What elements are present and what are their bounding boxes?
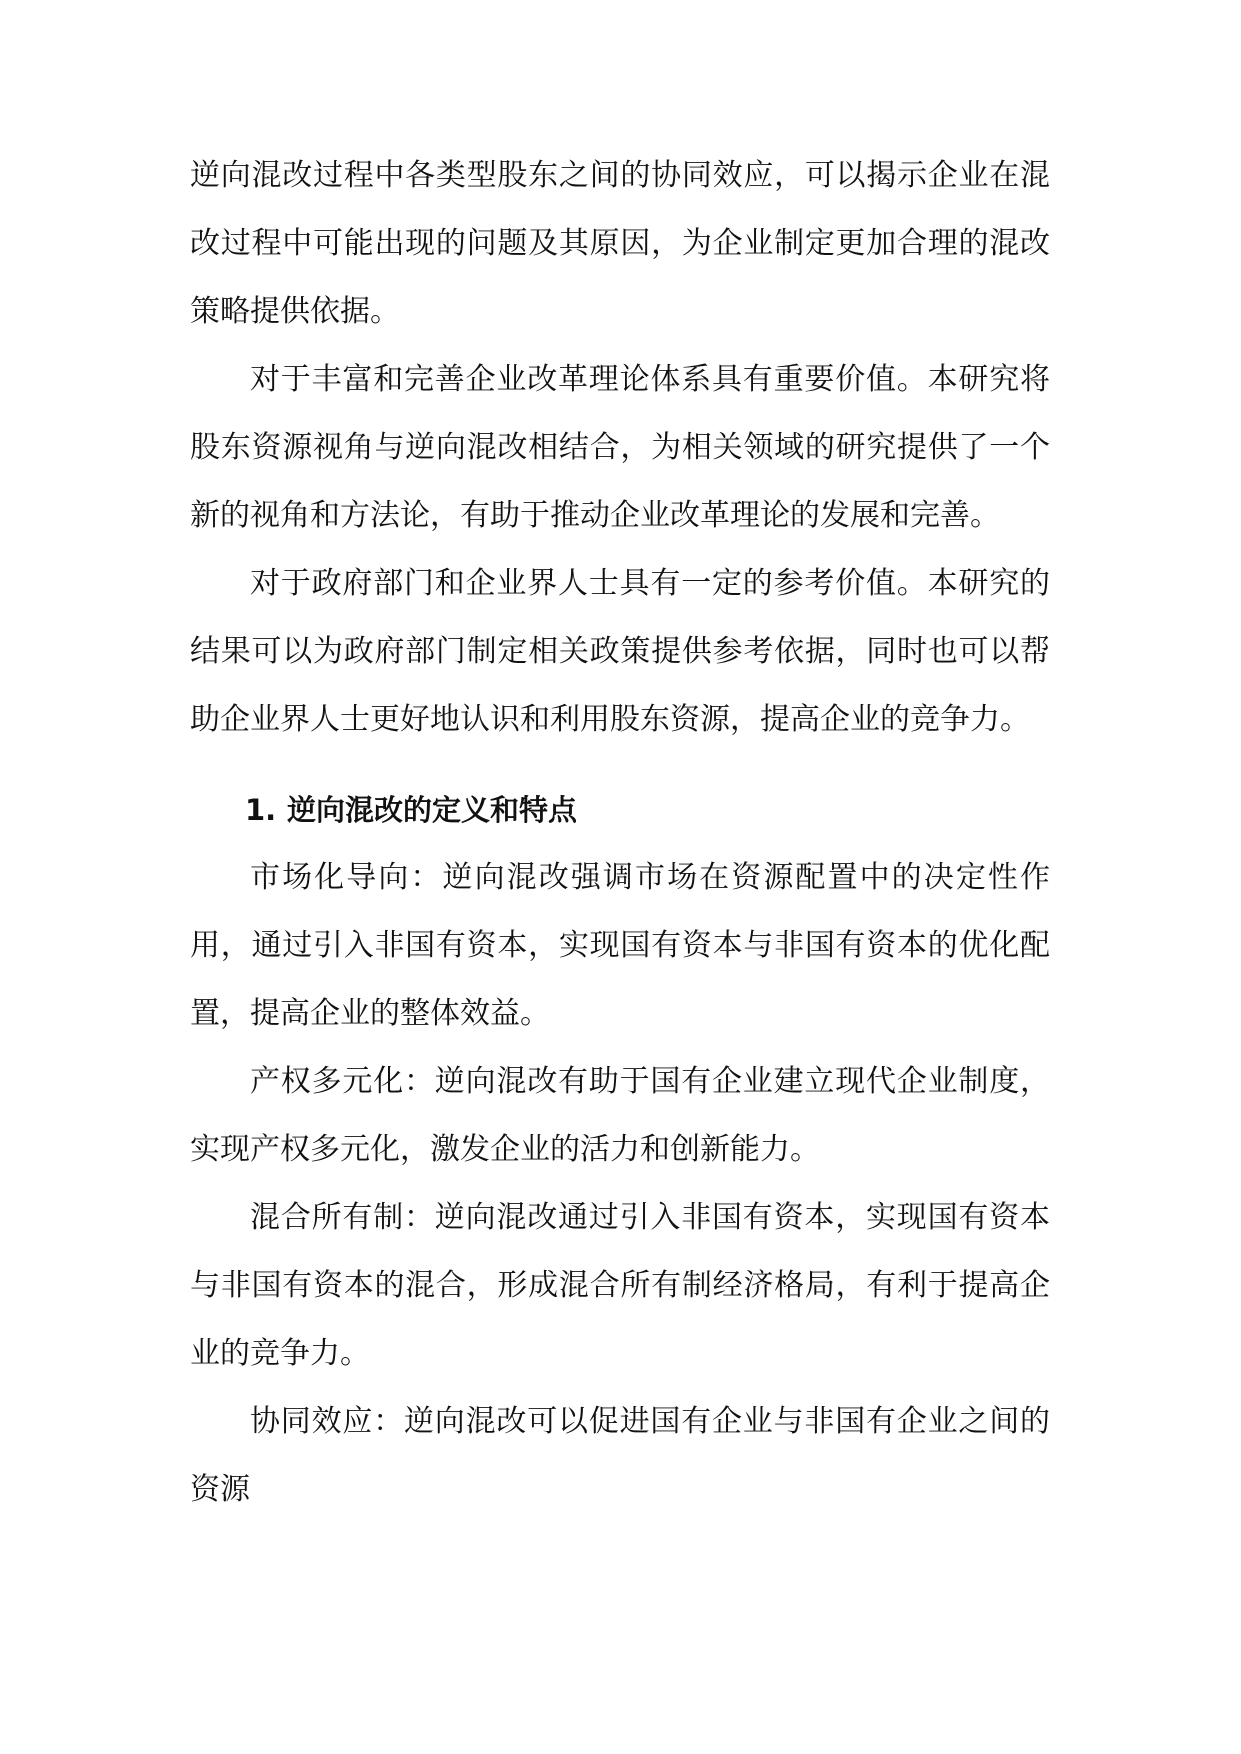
section-number: 1. [245, 793, 277, 827]
document-body [190, 142, 1050, 1524]
paragraph-synergy: 协同效应：逆向混改可以促进国有企业与非国有企业之间的资源 [190, 1404, 1050, 1507]
paragraph-theory-value: 对于丰富和完善企业改革理论体系具有重要价值。本研究将股东资源视角与逆向混改相结合，为相关领域的研究提供了一个新的视角和方法论，有助于推动企业改革理论的发展和完善。 [190, 362, 1050, 533]
paragraph-market-orientation: 市场化导向：逆向混改强调市场在资源配置中的决定性作用，通过引入非国有资本，实现国有资本与非国有资本的优化配置，提高企业的整体效益。 [190, 860, 1050, 1031]
section-heading [190, 776, 1050, 844]
section-title: 逆向混改的定义和特点 [287, 793, 578, 827]
paragraph-reference-value: 对于政府部门和企业界人士具有一定的参考价值。本研究的结果可以为政府部门制定相关政策提供参考依据，同时也可以帮助企业界人士更好地认识和利用股东资源，提高企业的竞争力。 [190, 566, 1050, 737]
paragraph-continued: 逆向混改过程中各类型股东之间的协同效应，可以揭示企业在混改过程中可能出现的问题及其原因，为企业制定更加合理的混改策略提供依据。 [190, 158, 1050, 329]
paragraph-property-diversification: 产权多元化：逆向混改有助于国有企业建立现代企业制度，实现产权多元化，激发企业的活力和创新能力。 [190, 1064, 1050, 1167]
paragraph-mixed-ownership: 混合所有制：逆向混改通过引入非国有资本，实现国有资本与非国有资本的混合，形成混合所有制经济格局，有利于提高企业的竞争力。 [190, 1200, 1050, 1371]
